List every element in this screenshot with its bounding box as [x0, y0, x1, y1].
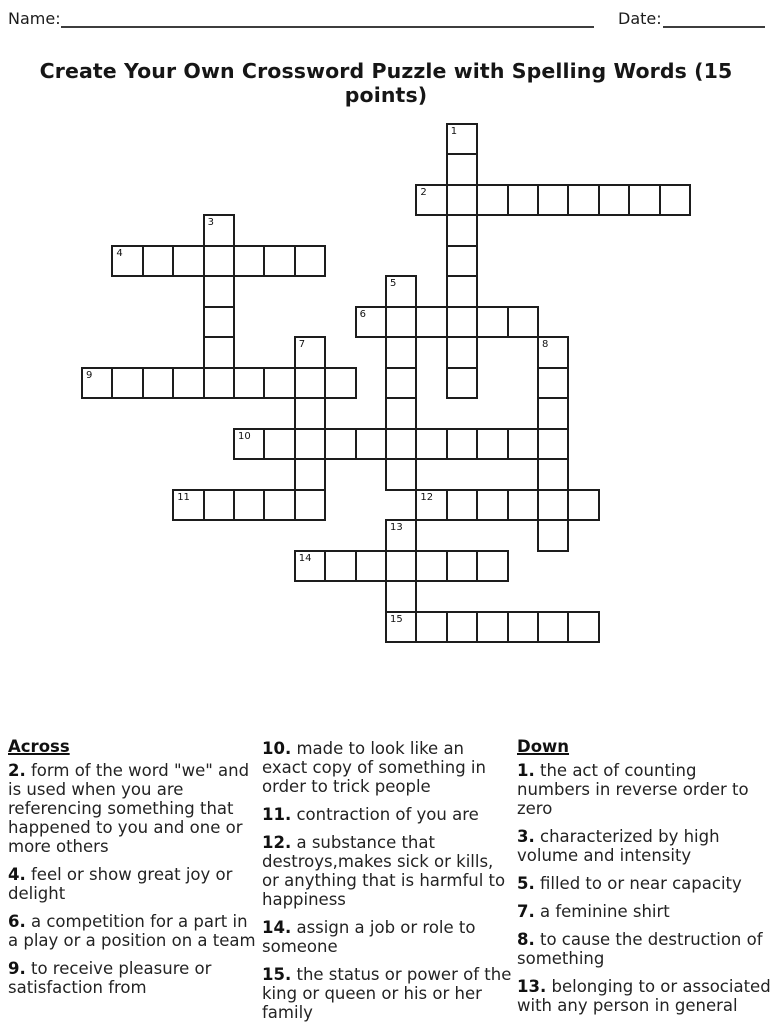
- grid-cell[interactable]: [507, 611, 539, 644]
- grid-cell[interactable]: [476, 550, 508, 583]
- clue-number: 5.: [517, 874, 535, 893]
- grid-cell[interactable]: [446, 428, 478, 461]
- grid-cell[interactable]: [172, 245, 204, 278]
- cell-number: 3: [207, 217, 214, 229]
- grid-cell[interactable]: [567, 489, 599, 522]
- grid-cell[interactable]: [476, 489, 508, 522]
- grid-cell[interactable]: [415, 550, 447, 583]
- cell-number: 2: [420, 186, 427, 198]
- grid-cell[interactable]: [476, 184, 508, 217]
- clue-number: 14.: [262, 918, 292, 937]
- cell-number: 6: [359, 308, 366, 320]
- grid-cell[interactable]: [385, 306, 417, 339]
- clue-item: 11. contraction of you are: [262, 805, 479, 824]
- grid-cell[interactable]: [355, 428, 387, 461]
- grid-cell[interactable]: [446, 184, 478, 217]
- grid-cell[interactable]: [294, 489, 326, 522]
- grid-cell[interactable]: [507, 489, 539, 522]
- grid-cell[interactable]: [415, 306, 447, 339]
- name-label: Name:: [8, 9, 61, 28]
- grid-cell[interactable]: [385, 428, 417, 461]
- grid-cell[interactable]: [294, 397, 326, 430]
- grid-cell[interactable]: [324, 550, 356, 583]
- grid-cell[interactable]: [476, 306, 508, 339]
- cell-number: 10: [238, 430, 251, 442]
- cell-number: 7: [298, 339, 306, 351]
- clue-item: 12. a substance that destroys,makes sick or kills, or anything that is harmful to happiness: [262, 833, 506, 909]
- grid-cell[interactable]: [446, 214, 478, 247]
- grid-cell[interactable]: [263, 245, 295, 278]
- clue-number: 9.: [8, 959, 26, 978]
- cell-number: 4: [116, 247, 123, 259]
- grid-cell[interactable]: [567, 184, 599, 217]
- clue-item: 10. made to look like an exact copy of something in order to trick people: [262, 739, 486, 796]
- clue-number: 12.: [262, 833, 292, 852]
- clue-number: 4.: [8, 865, 26, 884]
- grid-cell[interactable]: [415, 184, 447, 217]
- grid-cell[interactable]: [537, 428, 569, 461]
- grid-cell[interactable]: [659, 184, 691, 217]
- grid-cell[interactable]: [203, 245, 235, 278]
- clue-number: 10.: [262, 739, 292, 758]
- grid-cell[interactable]: [537, 519, 569, 552]
- clue-number: 6.: [8, 912, 26, 931]
- grid-cell[interactable]: [446, 611, 478, 644]
- grid-cell[interactable]: [263, 367, 295, 400]
- grid-cell[interactable]: [507, 428, 539, 461]
- grid-cell[interactable]: [111, 245, 143, 278]
- grid-cell[interactable]: [324, 367, 356, 400]
- clue-number: 13.: [517, 977, 547, 996]
- grid-cell[interactable]: [385, 275, 417, 308]
- grid-cell[interactable]: [446, 245, 478, 278]
- grid-cell[interactable]: [385, 580, 417, 613]
- clue-column: [517, 737, 772, 1024]
- cell-number: 9: [86, 369, 93, 381]
- grid-cell[interactable]: [537, 397, 569, 430]
- grid-cell[interactable]: [203, 336, 235, 369]
- grid-cell[interactable]: [446, 123, 478, 156]
- grid-cell[interactable]: [294, 245, 326, 278]
- clue-item: 7. a feminine shirt: [517, 902, 670, 921]
- cell-number: 15: [390, 613, 403, 625]
- grid-cell[interactable]: [415, 489, 447, 522]
- clue-number: 7.: [517, 902, 535, 921]
- grid-cell[interactable]: [567, 611, 599, 644]
- grid-cell[interactable]: [385, 550, 417, 583]
- grid-cell[interactable]: [446, 306, 478, 339]
- grid-cell[interactable]: [537, 489, 569, 522]
- grid-cell[interactable]: [446, 367, 478, 400]
- grid-cell[interactable]: [294, 550, 326, 583]
- clue-item: 13. belonging to or associated with any person in general: [517, 977, 771, 1015]
- clue-item: 9. to receive pleasure or satisfaction from: [8, 959, 212, 997]
- name-input-line[interactable]: [61, 8, 594, 28]
- cell-number: 1: [450, 126, 458, 137]
- clue-item: 1. the act of counting numbers in reverse order to zero: [517, 761, 749, 818]
- grid-cell[interactable]: [446, 153, 478, 186]
- grid-cell[interactable]: [263, 428, 295, 461]
- grid-cell[interactable]: [233, 367, 265, 400]
- clue-item: 5. filled to or near capacity: [517, 874, 742, 893]
- grid-cell[interactable]: [142, 245, 174, 278]
- clue-column: [8, 737, 256, 1006]
- grid-cell[interactable]: [203, 214, 235, 247]
- clue-column: [262, 739, 514, 1024]
- grid-cell[interactable]: [233, 428, 265, 461]
- grid-cell[interactable]: [507, 184, 539, 217]
- grid-cell[interactable]: [233, 489, 265, 522]
- grid-cell[interactable]: [111, 367, 143, 400]
- cell-number: 13: [390, 522, 403, 534]
- grid-cell[interactable]: [294, 336, 326, 369]
- grid-cell[interactable]: [142, 367, 174, 400]
- grid-cell[interactable]: [172, 489, 204, 522]
- cell-number: 12: [420, 491, 434, 503]
- clue-item: 6. a competition for a part in a play or a position on a team: [8, 912, 256, 950]
- cell-number: 8: [542, 339, 549, 351]
- cell-number: 11: [177, 491, 190, 503]
- grid-cell[interactable]: [628, 184, 660, 217]
- across-heading: Across: [8, 737, 70, 756]
- grid-cell[interactable]: [203, 489, 235, 522]
- grid-cell[interactable]: [537, 458, 569, 491]
- clue-item: 14. assign a job or role to someone: [262, 918, 476, 956]
- clue-item: 4. feel or show great joy or delight: [8, 865, 233, 903]
- grid-cell[interactable]: [476, 611, 508, 644]
- grid-cell[interactable]: [233, 245, 265, 278]
- grid-cell[interactable]: [172, 367, 204, 400]
- date-input-line[interactable]: [663, 8, 765, 28]
- clue-number: 1.: [517, 761, 535, 780]
- grid-cell[interactable]: [81, 367, 113, 400]
- grid-cell[interactable]: [415, 428, 447, 461]
- grid-cell[interactable]: [294, 458, 326, 491]
- grid-cell[interactable]: [537, 367, 569, 400]
- grid-cell[interactable]: [385, 367, 417, 400]
- grid-cell[interactable]: [507, 306, 539, 339]
- grid-cell[interactable]: [385, 611, 417, 644]
- grid-cell[interactable]: [385, 519, 417, 552]
- clue-item: 15. the status or power of the king or queen or his or her family: [262, 965, 512, 1022]
- cell-number: 5: [390, 278, 397, 290]
- grid-cell[interactable]: [537, 611, 569, 644]
- grid-cell[interactable]: [476, 428, 508, 461]
- grid-cell[interactable]: [385, 336, 417, 369]
- grid-cell[interactable]: [385, 397, 417, 430]
- clue-number: 2.: [8, 761, 26, 780]
- grid-cell[interactable]: [385, 458, 417, 491]
- grid-cell[interactable]: [203, 306, 235, 339]
- grid-cell[interactable]: [203, 367, 235, 400]
- grid-cell[interactable]: [446, 336, 478, 369]
- grid-cell[interactable]: [294, 367, 326, 400]
- grid-cell[interactable]: [355, 550, 387, 583]
- cell-number: 14: [298, 552, 312, 564]
- grid-cell[interactable]: [294, 428, 326, 461]
- clue-item: 2. form of the word "we" and is used when you are referencing something that happened to you and one or more others: [8, 761, 250, 856]
- grid-cell[interactable]: [537, 336, 569, 369]
- date-label: Date:: [618, 9, 662, 28]
- clue-number: 3.: [517, 827, 535, 846]
- grid-cell[interactable]: [537, 184, 569, 217]
- grid-cell[interactable]: [415, 611, 447, 644]
- grid-cell[interactable]: [263, 489, 295, 522]
- grid-cell[interactable]: [446, 275, 478, 308]
- grid-cell[interactable]: [355, 306, 387, 339]
- clue-item: 3. characterized by high volume and intensity: [517, 827, 720, 865]
- clue-number: 15.: [262, 965, 292, 984]
- grid-cell[interactable]: [203, 275, 235, 308]
- clue-number: 11.: [262, 805, 292, 824]
- grid-cell[interactable]: [324, 428, 356, 461]
- grid-cell[interactable]: [446, 550, 478, 583]
- down-heading: Down: [517, 737, 570, 756]
- clue-number: 8.: [517, 930, 535, 949]
- grid-cell[interactable]: [598, 184, 630, 217]
- page-title: Create Your Own Crossword Puzzle with Spelling Words (15 points): [39, 59, 733, 107]
- grid-cell[interactable]: [446, 489, 478, 522]
- clue-item: 8. to cause the destruction of something: [517, 930, 763, 968]
